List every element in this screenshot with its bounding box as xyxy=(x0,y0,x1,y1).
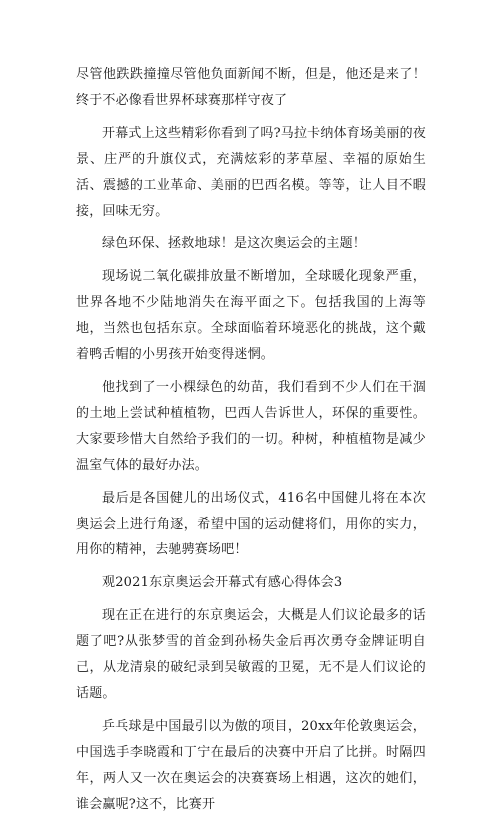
paragraph-table-tennis: 乒乓球是中国最引以为傲的项目，20xx年伦敦奥运会，中国选手李晓霞和丁宁在最后的决赛中开启了比拼。时隔四年，两人又一次在奥运会的决赛赛场上相遇，这次的她们，谁会赢呢?这不，比赛开 xyxy=(76,718,426,812)
paragraph-continuation: 尽管他跌跌撞撞尽管他负面新闻不断，但是，他还是来了！终于不必像看世界杯球赛那样守夜了 xyxy=(76,67,426,108)
paragraph-topics: 现在正在进行的东京奥运会，大概是人们议论最多的话题了吧?从张梦雪的首金到孙杨失金后再次勇夺金牌证明自己，从龙清泉的破纪录到吴敏霞的卫冕，无不是人们议论的话题。 xyxy=(76,608,426,701)
paragraph-theme: 绿色环保、拯救地球！是这次奥运会的主题！ xyxy=(102,236,367,252)
paragraph-seedling: 他找到了一小棵绿色的幼苗，我们看到不少人们在干涸的土地上尝试种植植物，巴西人告诉世人，环保的重要性。大家要珍惜大自然给予我们的一切。种树，种植植物是减少温室气体的最好办法。 xyxy=(76,379,426,473)
paragraph-opening-ceremony: 开幕式上这些精彩你看到了吗?马拉卡纳体育场美丽的夜景、庄严的升旗仪式，充满炫彩的茅草屋、幸福的原始生活、震撼的工业革命、美丽的巴西名模。等等，让人目不暇接，回味无穷。 xyxy=(76,125,426,219)
paragraph-climate: 现场说二氧化碳排放量不断增加，全球暖化现象严重，世界各地不少陆地消失在海平面之下。包括我国的上海等地，当然也包括东京。全球面临着环境恶化的挑战，这个戴着鸭舌帽的小男孩开始变得迷惘。 xyxy=(76,269,426,363)
section-title: 观2021东京奥运会开幕式有感心得体会3 xyxy=(102,575,343,591)
document-body xyxy=(76,62,426,824)
paragraph-athletes: 最后是各国健儿的出场仪式，416名中国健儿将在本次奥运会上进行角逐，希望中国的运动健将们，用你的实力，用你的精神，去驰骋赛场吧！ xyxy=(76,490,426,558)
